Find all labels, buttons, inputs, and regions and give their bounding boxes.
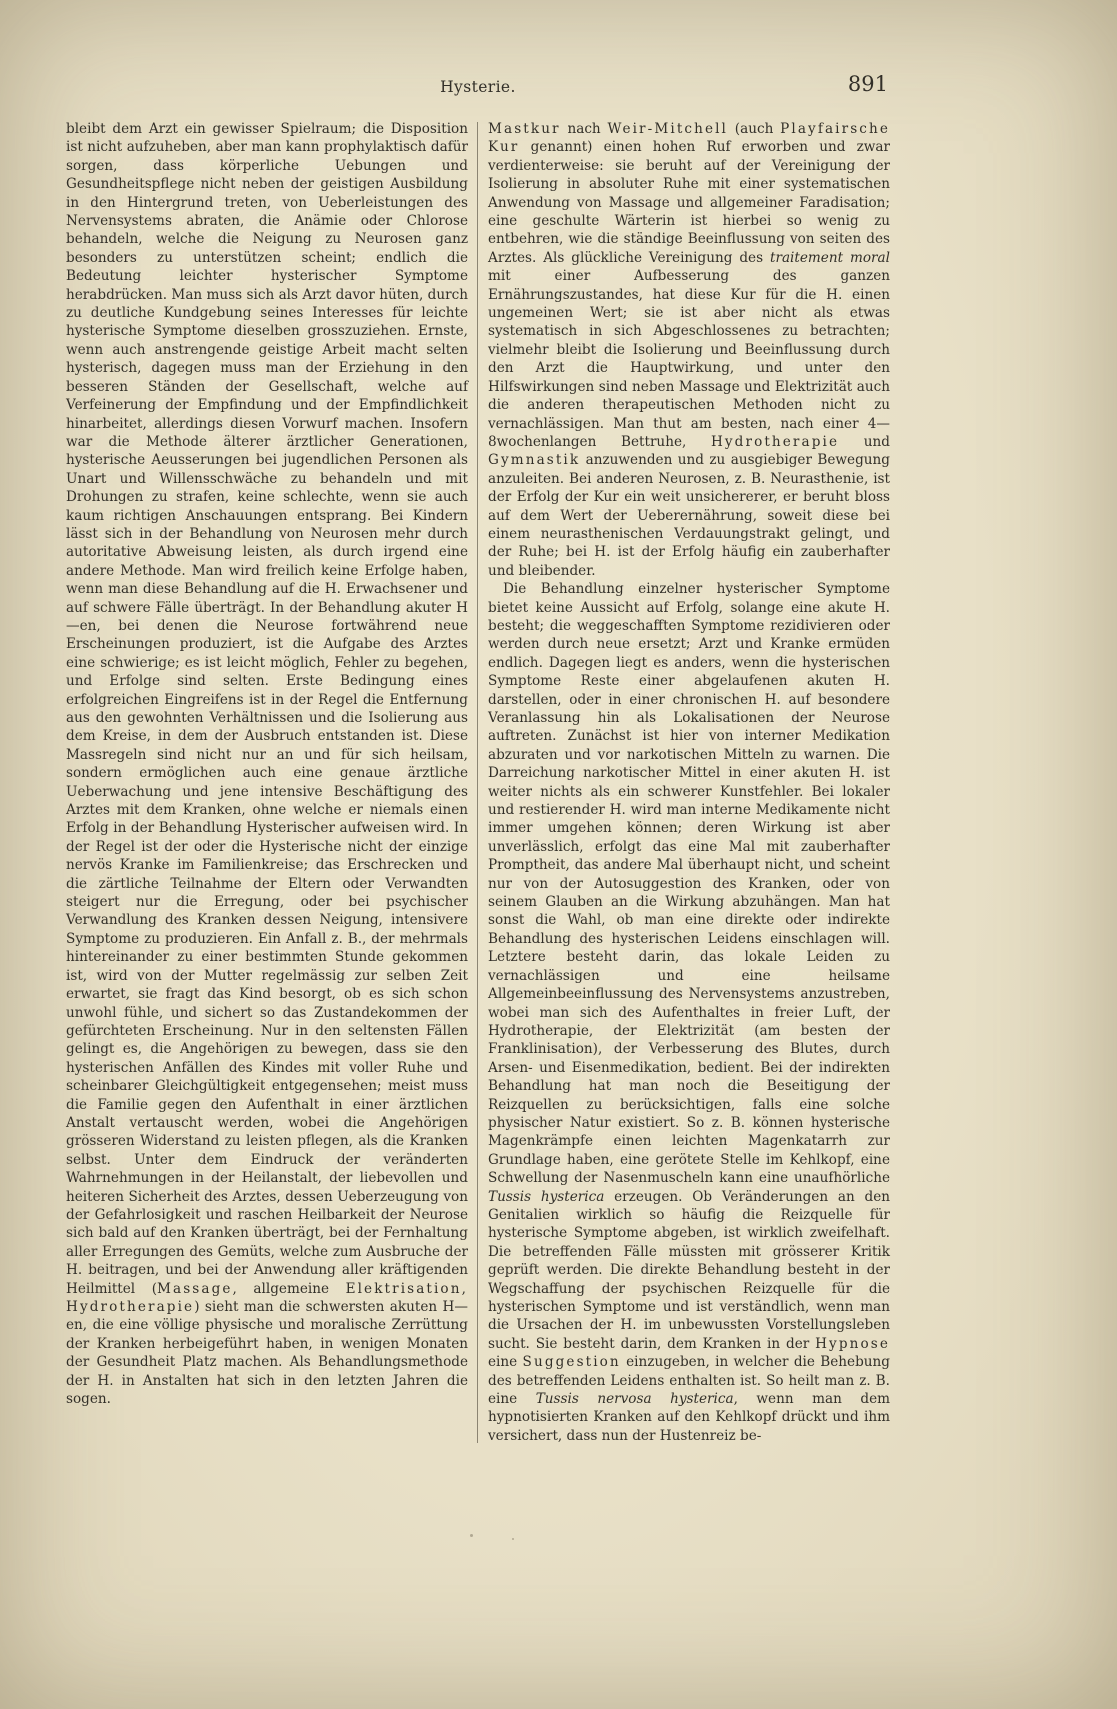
text-segment-normal: (auch [727, 121, 781, 137]
text-segment-normal: mit einer Aufbesserung des ganzen Ernährungszustandes, hat diese Kur für die H. einen ungemeinen Wert; sie ist aber nicht als etwas systematisch in sich Abgeschlossenes zu betrachten; vielmehr bleibt die Isolierung und Beeinflussung durch den Arzt die Hauptwirkung, und unter den Hilfswirkungen sind neben Massage und Elektrizität auch die anderen therapeutischen Methoden nicht zu vernachlässigen. Man thut am besten, nach einer 4—8wochenlangen Bettruhe, [488, 268, 890, 450]
text-segment-normal: nach [560, 121, 608, 137]
text-segment-sperr: Gymnastik [488, 452, 581, 469]
text-segment-sperr: Massage [157, 1280, 233, 1297]
text-segment-sperr: Mastkur [488, 121, 561, 137]
text-segment-normal: genannt) einen hohen Ruf erworben und zwar verdienterweise: sie beruht auf der Vereinigung der Isolierung in absoluter Ruhe mit einer systematischen Anwendung von Massage und allgemeiner Faradisation; eine geschulte Wärterin ist hierbei so wenig zu entbehren, wie die ständige Beeinflussung von seiten des Arztes. Als glückliche Vereinigung des [488, 139, 890, 266]
text-segment-normal: einzugeben, in welcher die Behebung des betreffenden Leidens enthalten ist. So heilt man z. B. eine [488, 1354, 891, 1408]
column-divider-rule [477, 122, 478, 1443]
text-segment-sperr: Hypnose [815, 1335, 890, 1352]
text-segment-normal: erzeugen. Ob Veränderungen an den Genitalien wirklich so häufig die Reizquelle für hysterische Symptome abgeben, ist wirklich zweifelhaft. Die betreffenden Fälle müssten mit grösserer Kritik geprüft werden. Die direkte Behandlung besteht in der Wegschaffung der psychischen Reizquelle für die hysterischen Symptome und ist verständlich, wenn man die Ursachen der H. im unbewussten Vorstellungsleben sucht. Sie besteht darin, dem Kranken in der [488, 1188, 890, 1352]
text-segment-normal: Die Behandlung einzelner hysterischer Symptome bietet keine Aussicht auf Erfolg, solange eine akute H. besteht; die weggeschafften Symptome rezidivieren oder werden durch neue ersetzt; Arzt und Kranke ermüden endlich. Dagegen liegt es anders, wenn die hysterischen Symptome Reste einer abgelaufenen akuten H. darstellen, oder in einer chronischen H. auf besondere Veranlassung hin als Lokalisationen der Neurose auftreten. Zunächst ist hier von interner Medikation abzuraten und vor narkotischen Mitteln zu warnen. Die Darreichung narkotischer Mittel in einer akuten H. ist weiter nichts als ein schwerer Kunstfehler. Bei lokaler und restierender H. wird man interne Medikamente nicht immer umgehen können; deren Wirkung ist aber unverlässlich, erfolgt das eine Mal mit zauberhafter Promptheit, das andere Mal überhaupt nicht, und scheint nur von der Autosuggestion des Kranken, oder von seinem Glauben an die Wirkung abzuhängen. Man hat sonst die Wahl, ob man eine direkte oder indirekte Behandlung des hysterischen Leidens einschlagen will. Letztere besteht darin, das lokale Leiden zu vernachlässigen und eine heilsame Allgemeinbeeinflussung des Nervensystems anzustreben, wobei man sich des Aufenthaltes in freier Luft, der Hydrotherapie, der Elektrizität (am besten der Franklinisation), der Verbesserung des Blutes, durch Arsen- und Eisenmedikation, bedient. Bei der indirekten Behandlung hat man noch die Beseitigung der Reizquellen zu berücksichtigen, falls eine solche physischer Natur existiert. So z. B. können hysterische Magenkrämpfe einen leichten Magenkatarrh zur Grundlage haben, eine gerötete Stelle im Kehlkopf, eine Schwellung der Nasenmuscheln kann eine unaufhörliche [488, 581, 890, 1187]
text-segment-normal: anzuwenden und zu ausgiebiger Bewegung anzuleiten. Bei anderen Neurosen, z. B. Neurasthenie, ist der Erfolg der Kur ein weit unsichererer, er beruht bloss auf dem Wert der Ueberernährung, soweit diese bei einem neurasthenischen Verdauungstrakt gelingt, und der Ruhe; bei H. ist der Erfolg häufig ein zauberhafter und bleibender. [488, 452, 890, 579]
page-title: Hysterie. [440, 78, 516, 96]
text-segment-normal: ) sieht man die schwersten akuten H—en, die eine völlige physische und moralische Zerrüttung der Kranken herbeigeführt haben, in wenigen Monaten der Gesundheit Platz machen. Als Behandlungsmethode der H. in Anstalten hat sich in den letzten Jahren die sogen. [66, 1299, 468, 1408]
paragraph [488, 580, 890, 1445]
text-segment-sperr: Weir-Mitchell [607, 121, 728, 137]
text-segment-sperr: Playfairsche Kur [488, 121, 890, 156]
column-right [488, 120, 890, 1445]
text-block [66, 72, 891, 1445]
text-segment-italic: Tussis hysterica [488, 1188, 605, 1205]
text-segment-sperr: Hydrotherapie [710, 433, 840, 450]
column-left [66, 120, 468, 1445]
two-column-text [66, 120, 890, 1445]
running-head [66, 72, 890, 112]
paragraph [488, 120, 890, 580]
paper-speck [512, 1538, 514, 1540]
text-segment-italic: traitement moral [769, 249, 890, 266]
text-segment-normal: und [839, 433, 890, 450]
paragraph [66, 120, 468, 1408]
page-number: 891 [847, 72, 888, 96]
text-segment-normal: , wenn man dem hypnotisierten Kranken auf den Kehlkopf drückt und ihm versichert, dass nun der Hustenreiz be- [488, 1391, 891, 1444]
text-segment-italic: Tussis nervosa hysterica [535, 1391, 734, 1408]
text-segment-sperr: Suggestion [522, 1354, 621, 1371]
paper-speck [470, 1534, 473, 1537]
text-segment-normal: eine [488, 1354, 523, 1371]
text-segment-normal: , allgemeine [232, 1280, 346, 1297]
text-segment-sperr: Elektrisation, Hydrotherapie [66, 1280, 468, 1315]
text-segment-normal: bleibt dem Arzt ein gewisser Spielraum; die Disposition ist nicht aufzuheben, aber man kann prophylaktisch dafür sorgen, dass körperliche Uebungen und Gesundheitspflege nicht neben der geistigen Ausbildung in den Hintergrund treten, von Ueberleistungen des Nervensystems abraten, die Anämie oder Chlorose behandeln, welche die Neigung zu Neurosen ganz besonders zu unterstützen scheint; endlich die Bedeutung leichter hysterischer Symptome herabdrücken. Man muss sich als Arzt davor hüten, durch zu deutliche Kundgebung seines Interesses für leichte hysterische Symptome dieselben grosszuziehen. Ernste, wenn auch anstrengende geistige Arbeit macht selten hysterisch, dagegen muss man der Erziehung in den besseren Ständen der Gesellschaft, welche auf Verfeinerung der Empfindung und der Empfindlichkeit hinarbeitet, allerdings diesen Vorwurf machen. Insofern war die Methode älterer ärztlicher Generationen, hysterische Aeusserungen bei jugendlichen Personen als Unart und Willensschwäche zu behandeln und mit Drohungen zu strafen, keine schlechte, wenn sie auch kaum richtigen Anschauungen entsprang. Bei Kindern lässt sich in der Behandlung von Neurosen mehr durch autoritative Abweisung leisten, als durch irgend eine andere Methode. Man wird freilich keine Erfolge haben, wenn man diese Behandlung auf die H. Erwachsener und auf schwere Fälle überträgt. In der Behandlung akuter H—en, bei denen die Neurose fortwährend neue Erscheinungen produziert, ist die Aufgabe des Arztes eine schwierige; es ist leicht möglich, Fehler zu begehen, und Erfolge sind selten. Erste Bedingung eines erfolgreichen Eingreifens ist in der Regel die Entfernung aus den gewohnten Verhältnissen und die Isolierung aus dem Kreise, in dem der Ausbruch entstanden ist. Diese Massregeln sind nicht nur an und für sich heilsam, sondern ermöglichen auch eine genaue ärztliche Ueberwachung und jene intensive Beschäftigung des Arztes mit dem Kranken, ohne welche er niemals einen Erfolg in der Behandlung Hysterischer aufweisen wird. In der Regel ist der oder die Hysterische nicht der einzige nervös Kranke im Familienkreise; das Erschrecken und die zärtliche Teilnahme der Eltern oder Verwandten steigert nur die Erregung, oder bei psychischer Verwandlung des Kranken dessen Neigung, intensivere Symptome zu produzieren. Ein Anfall z. B., der mehrmals hintereinander zu einer bestimmten Stunde gekommen ist, wird von der Mutter regelmässig zur selben Zeit erwartet, sie fragt das Kind besorgt, ob es sich schon unwohl fühle, und sichert so das Zustandekommen der gefürchteten Erscheinung. Nur in den seltensten Fällen gelingt es, die Angehörigen zu bewegen, dass sie den hysterischen Anfällen des Kindes mit voller Ruhe und scheinbarer Gleichgültigkeit entgegensehen; meist muss die Familie gegen den Aufenthalt in einer ärztlichen Anstalt vertauscht werden, wobei die Angehörigen grösseren Widerstand zu leisten pflegen, als die Kranken selbst. Unter dem Eindruck der veränderten Wahrnehmungen in der Heilanstalt, der liebevollen und heiteren Sicherheit des Arztes, dessen Ueberzeugung von der Gefahrlosigkeit und raschen Heilbarkeit der Neurose sich bald auf den Kranken überträgt, bei der Fernhaltung aller Erregungen des Gemüts, welche zum Ausbruche der H. beitragen, und bei der Anwendung aller kräftigenden Heilmittel ( [66, 121, 468, 1297]
